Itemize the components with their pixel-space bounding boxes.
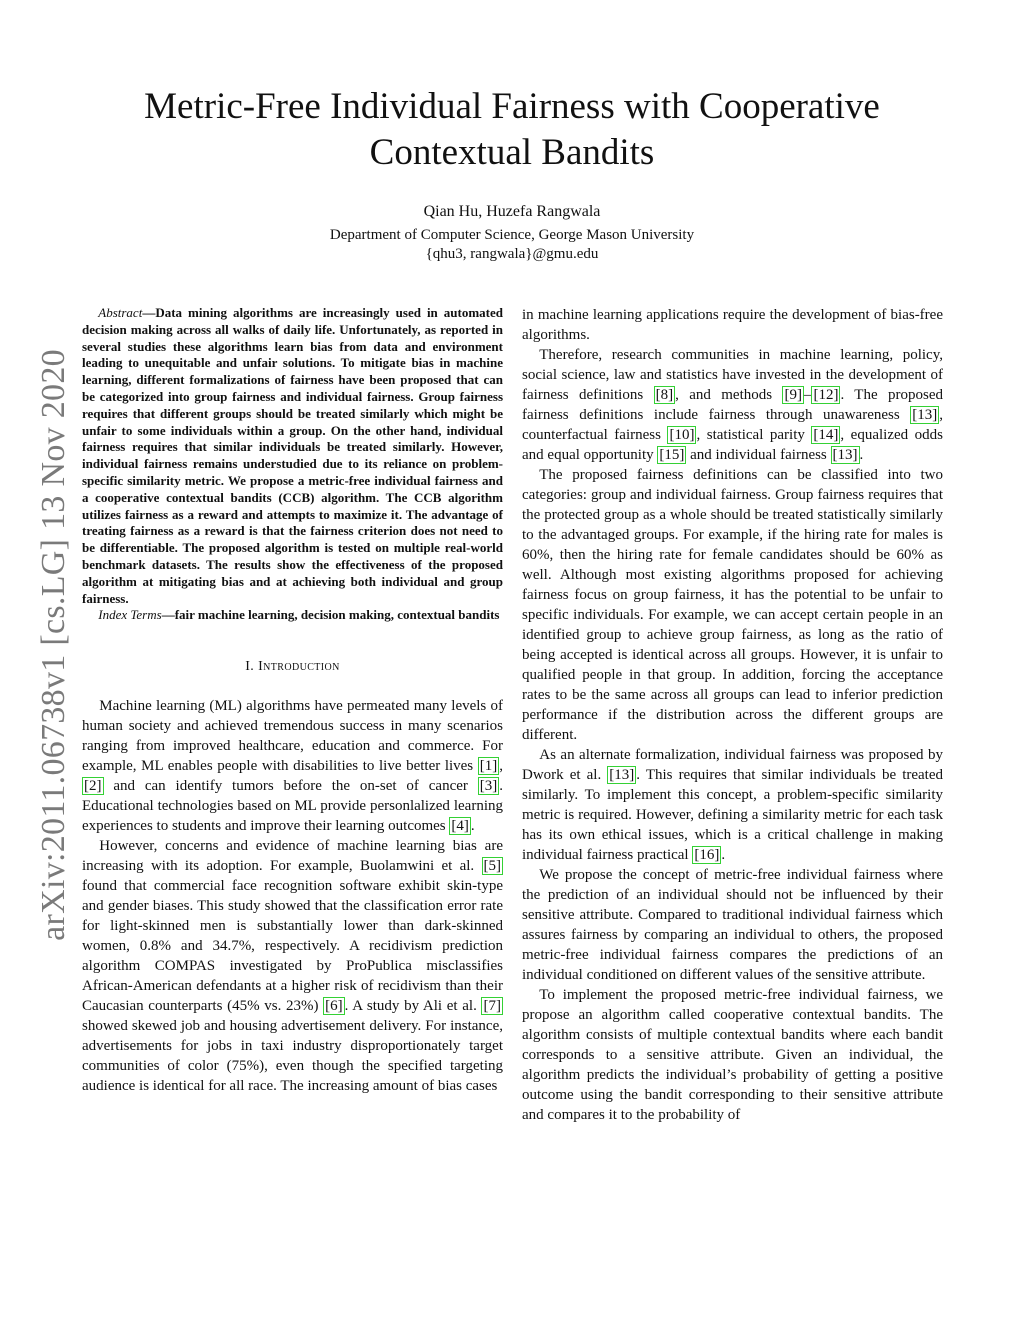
section-heading: I. Introduction: [245, 659, 340, 675]
citation-link[interactable]: [14]: [813, 427, 839, 443]
citation-link[interactable]: [8]: [655, 387, 674, 403]
citation-link[interactable]: [16]: [694, 847, 720, 863]
citation-link[interactable]: [2]: [84, 778, 102, 795]
abstract-label: Abstract: [98, 305, 143, 320]
citation-link[interactable]: [15]: [659, 447, 685, 463]
citation-link[interactable]: [13]: [832, 447, 858, 463]
intro-paragraph-1: Machine learning (ML) algorithms have permeated many levels of human society and achieved tremendous success in many scenarios ranging from improved healthcare, education and commerce. For example, ML enables people with disabilities to live better lives [1] , [2] and can identify tumors before the on-set of cancer [3] . Educational technologies based on ML provide personlalized learning experiences to students and improve their learning outcomes [4] .: [82, 698, 503, 835]
citation-link[interactable]: [12]: [813, 387, 839, 403]
right-paragraph-2: Therefore, research communities in machine learning, policy, social science, law and statistics have invested in the development of fairness definitions [8] , and methods [9] – [12] . The proposed fairness definitions include fairness through unawareness [13] , counterfactual fairness [10] , statistical parity [14] , equalized odds and equal opportunity [15] and individual fairness [13] .: [522, 347, 943, 463]
right-paragraph-1: in machine learning applications require the development of bias-free algorithms.: [522, 307, 943, 343]
right-paragraph-5: We propose the concept of metric-free individual fairness where the prediction of an individual should not be influenced by their sensitive attribute. Compared to traditional individual fairness which assures fairness by comparing an individual to others, the proposed metric-free individual fairness compares the predictions of an individual conditioned on different values of the sensitive attribute.: [522, 867, 943, 983]
citation-link[interactable]: [13]: [609, 767, 635, 783]
index-terms-label: Index Terms: [98, 607, 162, 623]
abstract: [82, 305, 503, 607]
email: {qhu3, rangwala}@gmu.edu: [425, 246, 599, 262]
citation-link[interactable]: [4]: [451, 818, 469, 835]
title-line-1: Metric-Free Individual Fairness with Cooperative: [144, 86, 880, 127]
citation-link[interactable]: [6]: [325, 998, 343, 1015]
right-column: [522, 305, 943, 1125]
index-terms: [82, 607, 503, 624]
citation-link[interactable]: [5]: [483, 858, 501, 875]
citation-link[interactable]: [7]: [483, 998, 501, 1015]
right-paragraph-6: To implement the proposed metric-free individual fairness, we propose an algorithm called cooperative contextual bandits. The algorithm consists of multiple contextual bandits where each bandit corresponds to a sensitive attribute. Given an individual, the algorithm predicts the individual’s probability of getting a positive outcome using the bandit corresponding to their sensitive attribute and compares it to the probability of: [522, 987, 943, 1123]
arxiv-side-stamp: arXiv:2011.06738v1 [cs.LG] 13 Nov 2020: [35, 349, 72, 941]
right-paragraph-4: As an alternate formalization, individual fairness was proposed by Dwork et al. [13] . This requires that similar individuals be treated similarly. To implement this concept, a problem-specific similarity metric is required. However, defining a similarity metric for each task has its own ethical issues, which is a critical challenge in making individual fairness practical [16] .: [522, 747, 943, 863]
index-terms-text: —fair machine learning, decision making, contextual bandits: [161, 607, 500, 623]
intro-paragraph-2: However, concerns and evidence of machine learning bias are increasing with its adoption. For example, Buolamwini et al. [5] found that commercial face recognition software exhibit skin-type and gender biases. This study showed that the classification error rate for light-skinned men is substantially lower than dark-skinned women, 0.8% and 34.7%, respectively. A recidivism prediction algorithm COMPAS investigated by ProPublica misclassifies African-American defendants at a higher risk of recidivism than their Caucasian counterparts (45% vs. 23%) [6] . A study by Ali et al. [7] showed skewed job and housing advertisement delivery. For instance, advertisements for jobs in taxi industry disproportionately target communities of color (75%), even though the specified targeting audience is identical for all race. The increasing amount of bias cases: [82, 838, 503, 1095]
paper-title: [0, 84, 1024, 176]
right-paragraph-3: The proposed fairness definitions can be classified into two categories: group and individual fairness. Group fairness requires that the protected group as a whole should be treated statistically similarly to the advantaged groups. For example, if the hiring rate for males is 60%, then the hiring rate for female candidates should be 60% as well. Although most existing algorithms proposed for achieving fairness focus on group fairness, it has the potential to be unfair to specific individuals. For example, we can accept certain people in an identified group to achieve group fairness, as long as the ratio of being accepted is identical across all groups. However, it is unfair to qualified people in that group. In addition, forcing the acceptance rates to be the same across all groups can lead to inferior prediction performance if the distribution across the different groups are different.: [522, 467, 943, 743]
citation-link[interactable]: [1]: [479, 758, 498, 775]
affiliation: Department of Computer Science, George Mason University: [329, 227, 695, 243]
citation-link[interactable]: [9]: [784, 387, 802, 403]
left-column: [82, 305, 503, 1096]
title-line-2: Contextual Bandits: [369, 132, 655, 173]
citation-link[interactable]: [13]: [912, 407, 938, 423]
authors: Qian Hu, Huzefa Rangwala: [423, 203, 601, 220]
citation-link[interactable]: [10]: [669, 427, 695, 443]
citation-link[interactable]: [3]: [479, 778, 498, 795]
abstract-text: —Data mining algorithms are increasingly used in automated decision making across all walks of daily life. Unfortunately, as reported in several studies these algorithms learn bias from data and environment leading to unequitable and unfair solutions. To mitigate bias in machine learning, different formalizations of fairness have been proposed that can be categorized into group fairness and individual fairness. Group fairness requires that different groups should be treated similarly which might be unfair to some individuals within a group. On the other hand, individual fairness requires that similar individuals be treated similarly. However, individual fairness remains understudied due to its reliance on problem-specific similarity metric. We propose a metric-free individual fairness and a cooperative contextual bandits (CCB) algorithm. The CCB algorithm utilizes fairness as a reward and attempts to maximize it. The advantage of treating fairness as a reward is that the fairness criterion does not need to be differentiable. The proposed algorithm is tested on multiple real-world benchmark datasets. The results show the effectiveness of the proposed algorithm at mitigating bias and at achieving both individual and group fairness.: [82, 305, 503, 606]
